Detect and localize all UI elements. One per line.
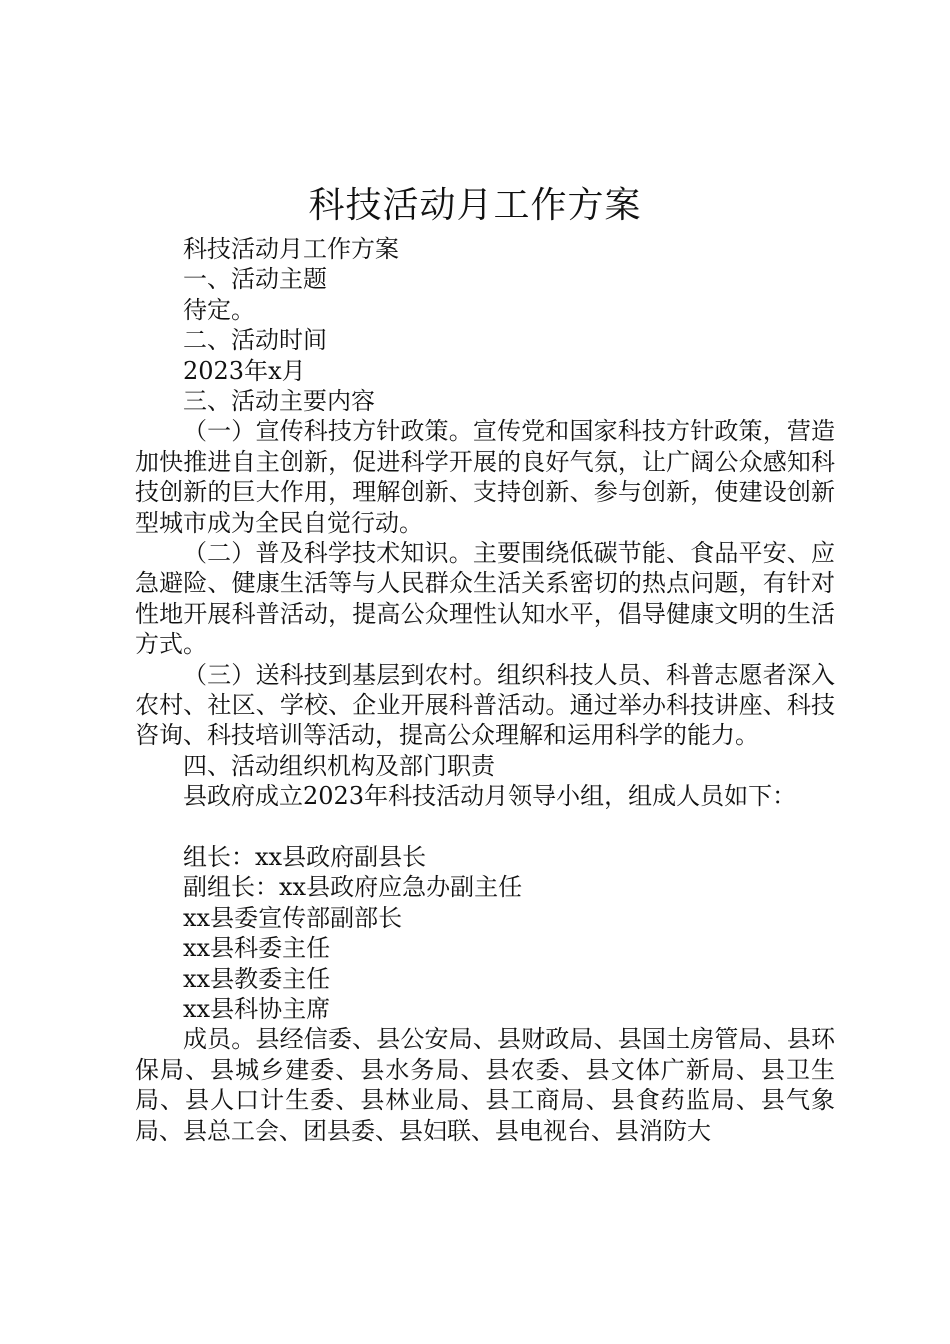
section-heading-content: 三、活动主要内容 [183, 386, 375, 415]
document-title: 科技活动月工作方案 [308, 185, 642, 226]
time-text: 2023年x月 [183, 356, 306, 385]
content-paragraph-2: （二）普及科学技术知识。主要围绕低碳节能、食品平安、应急避险、健康生活等与人民群众生活关系密切的热点问题，有针对性地开展科普活动，提高公众理性认知水平，倡导健康文明的生活方式。 [135, 538, 835, 659]
theme-text: 待定。 [183, 295, 255, 324]
section-heading-theme: 一、活动主题 [183, 265, 327, 294]
section-heading-organization: 四、活动组织机构及部门职责 [183, 751, 495, 780]
content-paragraph-3: （三）送科技到基层到农村。组织科技人员、科普志愿者深入农村、社区、学校、企业开展科普活动。通过举办科技讲座、科技咨询、科技培训等活动，提高公众理解和运用科学的能力。 [135, 660, 835, 750]
deputy-member-association: xx县科协主席 [183, 994, 331, 1023]
deputy-leader-line: 副组长：xx县政府应急办副主任 [183, 873, 523, 902]
deputy-member-science: xx县科委主任 [183, 934, 331, 963]
deputy-member-propaganda: xx县委宣传部副部长 [183, 903, 403, 932]
subtitle-line: 科技活动月工作方案 [183, 235, 399, 263]
members-paragraph: 成员。县经信委、县公安局、县财政局、县国土房管局、县环保局、县城乡建委、县水务局、县农委、县文体广新局、县卫生局、县人口计生委、县林业局、县工商局、县食药监局、县气象局、县总工会、团县委、县妇联、县电视台、县消防大 [135, 1025, 835, 1145]
organization-intro: 县政府成立2023年科技活动月领导小组，组成人员如下： [183, 782, 797, 811]
leader-line: 组长：xx县政府副县长 [183, 842, 427, 871]
section-heading-time: 二、活动时间 [183, 326, 327, 355]
deputy-member-education: xx县教委主任 [183, 964, 331, 993]
blank-line [135, 812, 835, 842]
content-paragraph-1: （一）宣传科技方针政策。宣传党和国家科技方针政策，营造加快推进自主创新，促进科学开展的良好气氛，让广阔公众感知科技创新的巨大作用，理解创新、支持创新、参与创新，使建设创新型城市成为全民自觉行动。 [135, 417, 835, 537]
document-body [135, 234, 835, 1146]
